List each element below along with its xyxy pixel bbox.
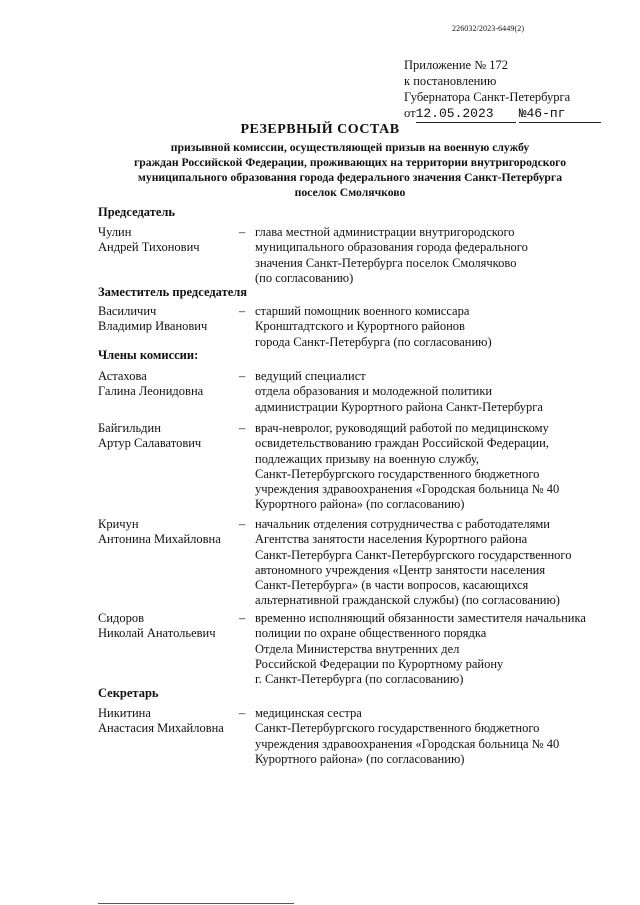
- member-surname: Кричун: [98, 517, 139, 531]
- description-line: полиции по охране общественного порядка: [255, 626, 487, 641]
- member-description: [255, 421, 605, 513]
- description-line: Санкт-Петербурга» (в части вопросов, касающихся: [255, 578, 529, 593]
- description-line: Российской Федерации по Курортному району: [255, 656, 504, 671]
- subtitle-line-3: муниципального образования города федерального значения Санкт-Петербурга: [137, 171, 563, 184]
- date-prefix: от: [404, 106, 416, 120]
- description-line: Санкт-Петербурга Санкт-Петербургского государственного: [255, 547, 572, 562]
- description-line: значения Санкт-Петербурга поселок Смолячково: [255, 255, 517, 270]
- description-line: альтернативной гражданской службы) (по согласованию): [255, 593, 560, 608]
- member-given-name: Анастасия Михайловна: [98, 721, 224, 735]
- description-line: учреждения здравоохранения «Городская больница № 40: [255, 482, 560, 497]
- description-line: освидетельствованию граждан Российской Федерации,: [255, 436, 549, 451]
- member-name: [98, 517, 221, 547]
- description-line: города Санкт-Петербурга (по согласованию): [255, 334, 492, 349]
- description-line: начальник отделения сотрудничества с работодателями: [255, 517, 550, 531]
- decree-number: №46-пг: [519, 106, 601, 123]
- member-name: [98, 706, 224, 736]
- member-name: [98, 421, 201, 451]
- section-secretary: Секретарь: [98, 686, 159, 700]
- member-name: [98, 369, 203, 399]
- member-name: [98, 611, 216, 641]
- member-description: [255, 225, 605, 286]
- section-members: Члены комиссии:: [98, 348, 199, 362]
- dash: –: [239, 706, 246, 720]
- description-line: муниципального образования города федерального: [255, 240, 528, 255]
- description-line: Санкт-Петербургского государственного бюджетного: [255, 466, 540, 481]
- description-line: временно исполняющий обязанности заместителя начальника: [255, 611, 586, 625]
- annex-block: [404, 57, 601, 123]
- member-given-name: Владимир Иванович: [98, 319, 208, 333]
- member-given-name: Артур Салаватович: [98, 436, 202, 450]
- annex-line-1: Приложение № 172: [404, 58, 509, 72]
- member-surname: Чулин: [98, 225, 132, 239]
- description-line: учреждения здравоохранения «Городская больница № 40: [255, 736, 560, 751]
- description-line: Агентства занятости населения Курортного района: [255, 532, 528, 547]
- description-line: врач-невролог, руководящий работой по медицинскому: [255, 421, 549, 435]
- member-surname: Байгильдин: [98, 421, 161, 435]
- member-surname: Никитина: [98, 706, 151, 720]
- description-line: г. Санкт-Петербурга (по согласованию): [255, 672, 464, 687]
- description-line: медицинская сестра: [255, 706, 362, 720]
- subtitle-line-1: призывной комиссии, осуществляющей призыв на военную службу: [170, 141, 530, 154]
- description-line: подлежащих призыву на военную службу,: [255, 451, 479, 466]
- description-line: отдела образования и молодежной политики: [255, 384, 493, 399]
- member-description: [255, 517, 605, 609]
- dash: –: [239, 517, 246, 531]
- annex-line-3: Губернатора Санкт-Петербурга: [404, 90, 571, 104]
- member-surname: Василичич: [98, 304, 157, 318]
- description-line: Кронштадтского и Курортного районов: [255, 319, 465, 334]
- description-line: автономного учреждения «Центр занятости населения: [255, 562, 546, 577]
- section-deputy: Заместитель председателя: [98, 285, 248, 299]
- member-surname: Сидоров: [98, 611, 145, 625]
- member-name: [98, 225, 200, 255]
- member-description: [255, 611, 605, 687]
- member-description: [255, 304, 605, 350]
- description-line: Курортного района» (по согласованию): [255, 497, 465, 512]
- annex-line-2: к постановлению: [404, 74, 497, 88]
- subtitle-line-2: граждан Российской Федерации, проживающих на территории внутригородского: [133, 156, 567, 169]
- description-line: (по согласованию): [255, 270, 354, 285]
- page-title: РЕЗЕРВНЫЙ СОСТАВ: [240, 122, 400, 137]
- dash: –: [239, 611, 246, 625]
- member-name: [98, 304, 207, 334]
- document-number: 226032/2023-6449(2): [452, 24, 525, 33]
- member-given-name: Николай Анатольевич: [98, 626, 216, 640]
- member-given-name: Андрей Тихонович: [98, 240, 200, 254]
- footer-divider: [98, 903, 294, 904]
- member-given-name: Антонина Михайловна: [98, 532, 221, 546]
- description-line: Санкт-Петербургского государственного бюджетного: [255, 721, 540, 736]
- date-value: 12.05.2023: [416, 106, 516, 123]
- description-line: старший помощник военного комиссара: [255, 304, 470, 318]
- member-given-name: Галина Леонидовна: [98, 384, 204, 398]
- subtitle-line-4: поселок Смолячково: [294, 186, 406, 199]
- member-description: [255, 369, 605, 415]
- description-line: Отдела Министерства внутренних дел: [255, 641, 460, 656]
- annex-date-line: [404, 105, 601, 123]
- member-surname: Астахова: [98, 369, 147, 383]
- member-description: [255, 706, 605, 767]
- description-line: Курортного района» (по согласованию): [255, 751, 465, 766]
- description-line: администрации Курортного района Санкт-Петербурга: [255, 399, 543, 414]
- dash: –: [239, 369, 246, 383]
- description-line: глава местной администрации внутригородского: [255, 225, 515, 239]
- dash: –: [239, 225, 246, 239]
- page-subtitle: [60, 140, 640, 200]
- description-line: ведущий специалист: [255, 369, 366, 383]
- dash: –: [239, 421, 246, 435]
- section-chairman: Председатель: [98, 205, 176, 219]
- dash: –: [239, 304, 246, 318]
